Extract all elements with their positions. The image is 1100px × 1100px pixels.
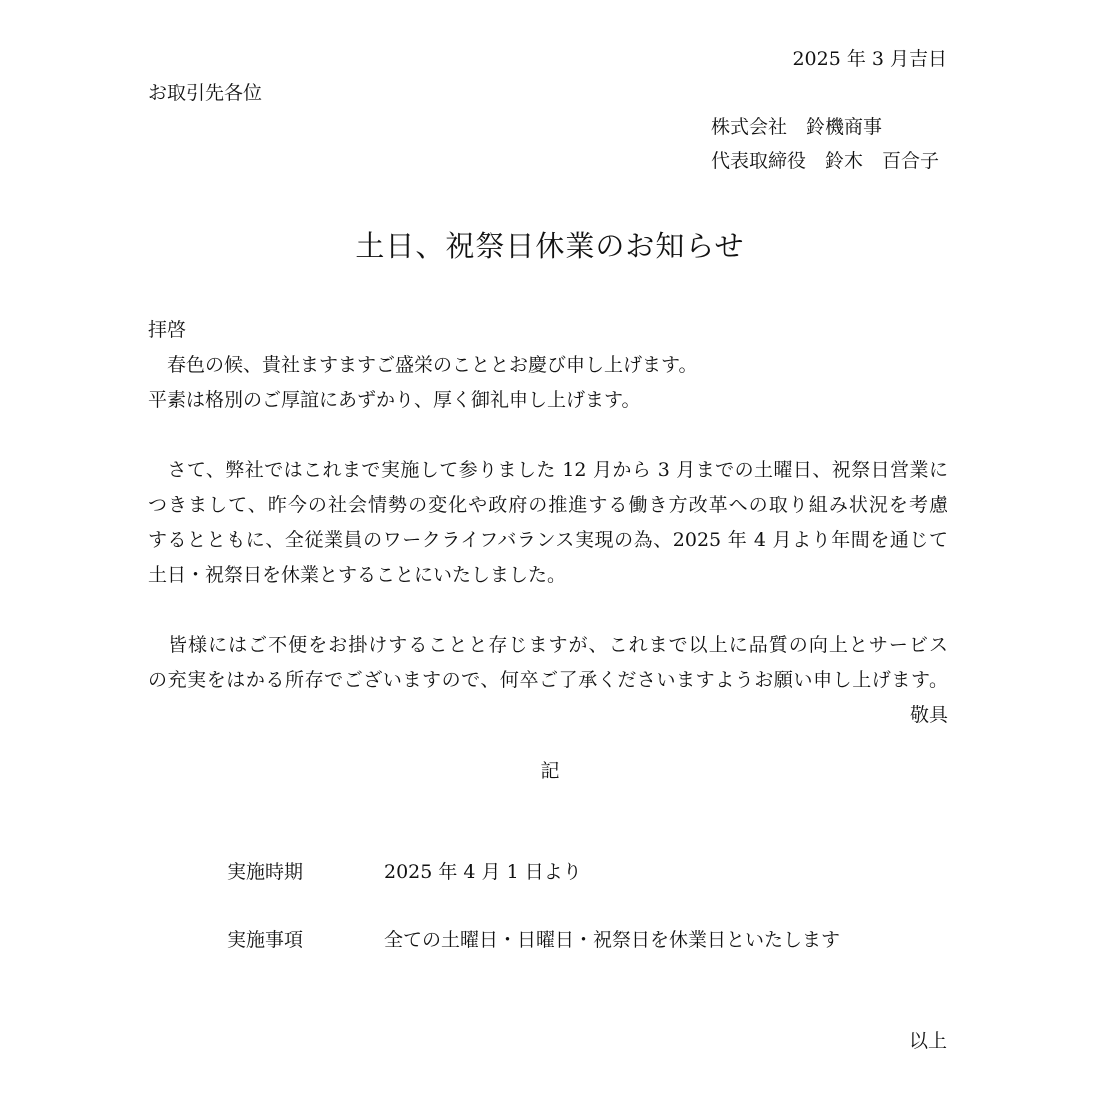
letter-date: 2025 年 3 月吉日 xyxy=(792,48,947,70)
paragraph2-line-1: 皆様にはご不便をお掛けすることと存じますが、これまで以上に品質の向上とサービス xyxy=(148,634,948,656)
paragraph1-line-2: つきまして、昨今の社会情勢の変化や政府の推進する働き方改革への取り組み状況を考慮 xyxy=(148,494,948,516)
paragraph1-line-1: さて、弊社ではこれまで実施して参りました 12 月から 3 月までの土曜日、祝祭日営業に xyxy=(148,459,948,481)
ki-heading: 記 xyxy=(540,760,560,782)
greeting-opening: 拝啓 xyxy=(148,319,187,341)
paragraph1-line-3: するとともに、全従業員のワークライフバランス実現の為、2025 年 4 月より年間を通じて xyxy=(148,529,948,551)
end-mark: 以上 xyxy=(908,1030,947,1052)
detail-value-item: 全ての土曜日・日曜日・祝祭日を休業日といたします xyxy=(384,929,841,951)
greeting-line-1: 春色の候、貴社ますますご盛栄のこととお慶び申し上げます。 xyxy=(148,354,698,376)
sender-company: 株式会社 鈴機商事 xyxy=(711,116,883,138)
greeting-line-2: 平素は格別のご厚誼にあずかり、厚く御礼申し上げます。 xyxy=(148,389,641,411)
detail-label-item: 実施事項 xyxy=(227,929,304,951)
detail-value-period: 2025 年 4 月 1 日より xyxy=(384,861,582,883)
document-title: 土日、祝祭日休業のお知らせ xyxy=(355,229,745,263)
closing-keigu: 敬具 xyxy=(909,704,948,726)
recipient: お取引先各位 xyxy=(148,82,263,104)
sender-name: 代表取締役 鈴木 百合子 xyxy=(711,150,940,172)
paragraph1-line-4: 土日・祝祭日を休業とすることにいたしました。 xyxy=(148,564,567,586)
paragraph-gap xyxy=(148,593,948,628)
letter-body xyxy=(148,313,948,733)
paragraph-gap xyxy=(148,418,948,453)
paragraph2-line-2: の充実をはかる所存でございますので、何卒ご了承くださいますようお願い申し上げます。 xyxy=(148,669,948,691)
detail-label-period: 実施時期 xyxy=(227,861,304,883)
